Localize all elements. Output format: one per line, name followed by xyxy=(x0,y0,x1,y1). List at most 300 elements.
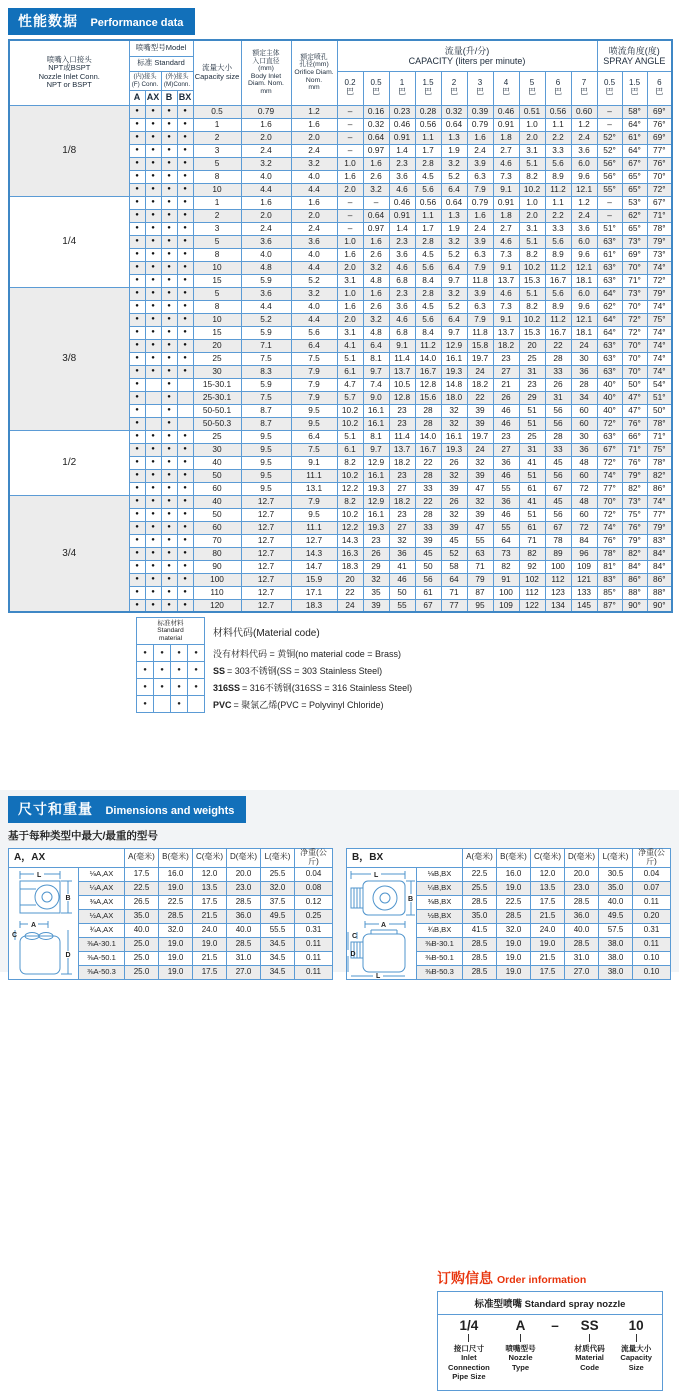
capacity-size-cell: 5 xyxy=(193,235,241,248)
dot-cell: ● xyxy=(129,443,145,456)
dim-value-cell: 21.5 xyxy=(193,909,227,923)
dot-cell: ● xyxy=(129,430,145,443)
body-inlet-cell: 8.7 xyxy=(241,417,291,430)
capacity-size-cell: 60 xyxy=(193,521,241,534)
performance-title-zh: 性能数据 xyxy=(18,13,78,29)
dim-value-cell: 0.25 xyxy=(295,909,333,923)
dot-cell: ● xyxy=(188,679,205,696)
dim-table-b-bx xyxy=(346,848,671,980)
svg-text:D: D xyxy=(65,952,71,960)
body-inlet-cell: 12.7 xyxy=(241,573,291,586)
angle-cell: 82° xyxy=(622,547,647,560)
dot-cell: ● xyxy=(177,469,193,482)
dot-cell xyxy=(145,391,161,404)
order-part-tick xyxy=(520,1334,521,1342)
dim-value-cell: 0.11 xyxy=(295,951,333,965)
dim-value-cell: 0.07 xyxy=(633,881,671,895)
flow-cell: 56 xyxy=(545,404,571,417)
flow-cell: 0.32 xyxy=(363,118,389,131)
flow-cell: 6.4 xyxy=(441,313,467,326)
flow-cell: 0.51 xyxy=(519,105,545,118)
dim-col-header: D(毫米) xyxy=(565,849,599,868)
orifice-cell: 7.9 xyxy=(291,495,337,508)
flow-cell: 1.1 xyxy=(415,131,441,144)
flow-cell: 5.2 xyxy=(441,248,467,261)
flow-cell: 8.9 xyxy=(545,170,571,183)
order-title-zh: 订购信息 xyxy=(437,1270,493,1286)
flow-cell: 16.7 xyxy=(545,326,571,339)
dot-cell: ● xyxy=(161,287,177,300)
body-inlet-cell: 5.9 xyxy=(241,326,291,339)
dot-cell: ● xyxy=(129,365,145,378)
dim-col-header: L(毫米) xyxy=(599,849,633,868)
flow-cell: 58 xyxy=(441,560,467,573)
flow-cell: 5.6 xyxy=(415,313,441,326)
angle-cell: 71° xyxy=(622,443,647,456)
flow-cell: 77 xyxy=(441,599,467,612)
dim-value-cell: 17.5 xyxy=(193,965,227,979)
flow-cell: 2.0 xyxy=(519,131,545,144)
dot-cell: ● xyxy=(137,645,154,662)
dot-cell: ● xyxy=(154,662,171,679)
angle-cell: 72° xyxy=(647,183,672,196)
flow-cell: 1.4 xyxy=(389,222,415,235)
flow-cell: 3.9 xyxy=(467,235,493,248)
flow-cell: 145 xyxy=(571,599,597,612)
flow-cell: 1.1 xyxy=(545,118,571,131)
flow-cell: 23 xyxy=(389,417,415,430)
dim-value-cell: 21.5 xyxy=(193,951,227,965)
dot-cell: ● xyxy=(145,248,161,261)
orifice-cell: 1.6 xyxy=(291,118,337,131)
dim-value-cell: 0.04 xyxy=(295,867,333,881)
flow-cell: 45 xyxy=(415,547,441,560)
flow-cell: 29 xyxy=(519,391,545,404)
dot-cell: ● xyxy=(161,248,177,261)
dim-model-cell: ⅜A-50.1 xyxy=(79,951,125,965)
flow-cell: 96 xyxy=(571,547,597,560)
dim-value-cell: 13.5 xyxy=(193,881,227,895)
flow-cell: 1.6 xyxy=(337,300,363,313)
angle-cell: 90° xyxy=(647,599,672,612)
dim-value-cell: 20.0 xyxy=(565,867,599,881)
flow-cell: 34 xyxy=(571,391,597,404)
dot-cell: ● xyxy=(161,170,177,183)
flow-cell: 0.64 xyxy=(363,131,389,144)
flow-cell: 22 xyxy=(545,339,571,352)
flow-cell: 7.9 xyxy=(467,261,493,274)
flow-cell: 45 xyxy=(441,534,467,547)
orifice-cell: 9.5 xyxy=(291,404,337,417)
dot-cell: ● xyxy=(161,131,177,144)
dot-cell: ● xyxy=(177,456,193,469)
flow-cell: 28 xyxy=(415,469,441,482)
order-part xyxy=(574,1318,604,1382)
angle-cell: 79° xyxy=(647,235,672,248)
dot-cell: ● xyxy=(145,495,161,508)
body-inlet-cell: 5.9 xyxy=(241,274,291,287)
dim-value-cell: 19.0 xyxy=(159,951,193,965)
performance-table xyxy=(8,39,673,613)
body-inlet-cell: 12.7 xyxy=(241,495,291,508)
dim-value-cell: 0.10 xyxy=(633,965,671,979)
flow-cell: 33 xyxy=(545,443,571,456)
dot-cell: ● xyxy=(129,404,145,417)
orifice-cell: 4.4 xyxy=(291,183,337,196)
body-inlet-cell: 2.0 xyxy=(241,131,291,144)
dim-value-cell: 25.0 xyxy=(125,965,159,979)
orifice-cell: 7.9 xyxy=(291,391,337,404)
flow-cell: 67 xyxy=(545,482,571,495)
flow-cell: 11.2 xyxy=(545,183,571,196)
angle-cell: 90° xyxy=(622,599,647,612)
flow-cell: – xyxy=(337,222,363,235)
angle-cell: 75° xyxy=(622,508,647,521)
svg-text:C: C xyxy=(11,932,17,940)
flow-cell: 9.7 xyxy=(363,365,389,378)
flow-cell: 19.3 xyxy=(363,482,389,495)
flow-cell: 11.2 xyxy=(415,339,441,352)
order-part xyxy=(448,1318,490,1382)
flow-cell: 60 xyxy=(571,404,597,417)
a-ax-diagram xyxy=(12,868,76,978)
dim-model-cell: ⅜A-50.3 xyxy=(79,965,125,979)
dot-cell: ● xyxy=(145,443,161,456)
dot-cell: ● xyxy=(177,495,193,508)
dim-model-cell: ⅛A,AX xyxy=(79,867,125,881)
header-standard: 标准 Standard xyxy=(129,56,193,71)
angle-cell: 74° xyxy=(647,339,672,352)
flow-cell: 15.8 xyxy=(467,339,493,352)
dot-cell: ● xyxy=(161,222,177,235)
angle-cell: 63° xyxy=(597,261,622,274)
flow-cell: 4.5 xyxy=(415,248,441,261)
dot-cell: ● xyxy=(161,378,177,391)
flow-cell: 56 xyxy=(545,469,571,482)
dot-cell: ● xyxy=(177,144,193,157)
dot-cell: ● xyxy=(145,196,161,209)
body-inlet-cell: 4.4 xyxy=(241,300,291,313)
angle-cell: – xyxy=(597,196,622,209)
flow-cell: 24 xyxy=(571,339,597,352)
dimensions-note: 基于每种类型中最大/最重的型号 xyxy=(8,830,158,842)
orifice-cell: 11.1 xyxy=(291,469,337,482)
header-capacity-size: 流量大小 Capacity size xyxy=(193,40,241,105)
dot-cell: ● xyxy=(161,430,177,443)
dim-model-cell: ¼A,AX xyxy=(79,881,125,895)
flow-cell: 30 xyxy=(571,430,597,443)
flow-cell: 3.2 xyxy=(441,157,467,170)
material-text-line: 没有材料代码 = 黄铜(no material code = Brass) xyxy=(213,649,402,659)
material-text-line: 316SS = 316不锈钢(316SS = 316 Stainless Steel) xyxy=(213,682,413,693)
flow-cell: 25 xyxy=(519,430,545,443)
flow-cell: 11.2 xyxy=(545,261,571,274)
material-lines xyxy=(213,617,412,713)
flow-cell: 6.1 xyxy=(337,365,363,378)
body-inlet-cell: 3.6 xyxy=(241,235,291,248)
header-angle-pressure: 1.5 巴 xyxy=(622,71,647,105)
flow-cell: 41 xyxy=(389,560,415,573)
flow-cell: 23 xyxy=(389,508,415,521)
flow-cell: 1.6 xyxy=(363,157,389,170)
angle-cell: 82° xyxy=(622,482,647,495)
angle-cell: 74° xyxy=(647,326,672,339)
angle-cell: 74° xyxy=(647,300,672,313)
flow-cell: 46 xyxy=(493,404,519,417)
flow-cell: 4.8 xyxy=(363,274,389,287)
order-part-label: 流量大小 Capacity Size xyxy=(620,1344,652,1372)
body-inlet-cell: 7.5 xyxy=(241,352,291,365)
angle-cell: 76° xyxy=(622,456,647,469)
flow-cell: 10.2 xyxy=(337,469,363,482)
dim-value-cell: 21.5 xyxy=(531,909,565,923)
dim-value-cell: 22.5 xyxy=(463,867,497,881)
flow-cell: 27 xyxy=(389,521,415,534)
capacity-size-cell: 2 xyxy=(193,131,241,144)
flow-cell: 133 xyxy=(571,586,597,599)
material-dot-row xyxy=(137,662,205,679)
angle-cell: 70° xyxy=(622,339,647,352)
capacity-size-cell: 90 xyxy=(193,560,241,573)
flow-cell: 89 xyxy=(545,547,571,560)
dimensions-section xyxy=(0,790,679,981)
angle-cell: 76° xyxy=(647,157,672,170)
body-inlet-cell: 12.7 xyxy=(241,560,291,573)
flow-cell: 0.97 xyxy=(363,222,389,235)
header-male-conn: (外)接头 (M)Conn. xyxy=(161,71,193,90)
angle-cell: 78° xyxy=(647,417,672,430)
order-information xyxy=(437,1268,663,1391)
dim-value-cell: 0.11 xyxy=(633,937,671,951)
size-cell: 3/4 xyxy=(9,495,129,612)
capacity-size-cell: 50 xyxy=(193,508,241,521)
dot-cell: ● xyxy=(161,365,177,378)
body-inlet-cell: 9.5 xyxy=(241,430,291,443)
dot-cell: ● xyxy=(161,118,177,131)
angle-cell: 77° xyxy=(647,508,672,521)
svg-text:L: L xyxy=(36,872,41,880)
dim-value-cell: 37.5 xyxy=(261,895,295,909)
dimensions-title-bar xyxy=(8,796,246,823)
flow-cell: 18.2 xyxy=(467,378,493,391)
order-part xyxy=(505,1318,535,1382)
body-inlet-cell: 2.4 xyxy=(241,222,291,235)
dot-cell: ● xyxy=(161,521,177,534)
capacity-size-cell: 1 xyxy=(193,118,241,131)
flow-cell: 32 xyxy=(441,404,467,417)
dot-cell: ● xyxy=(161,183,177,196)
order-part-code: 10 xyxy=(628,1318,644,1333)
flow-cell: 1.4 xyxy=(389,144,415,157)
capacity-size-cell: 50-50.1 xyxy=(193,404,241,417)
flow-cell: 100 xyxy=(493,586,519,599)
angle-cell: 81° xyxy=(597,560,622,573)
flow-cell: 5.6 xyxy=(545,235,571,248)
flow-cell: 18.3 xyxy=(337,560,363,573)
angle-cell: 63° xyxy=(597,274,622,287)
dot-cell: ● xyxy=(129,573,145,586)
flow-cell: 26 xyxy=(363,547,389,560)
flow-cell: 2.6 xyxy=(363,300,389,313)
angle-cell: 78° xyxy=(647,222,672,235)
order-part-label: 接口尺寸 Inlet Connection Pipe Size xyxy=(448,1344,490,1382)
flow-cell: 67 xyxy=(545,521,571,534)
flow-cell: 2.2 xyxy=(545,209,571,222)
flow-cell: 5.1 xyxy=(519,287,545,300)
flow-cell: 0.32 xyxy=(441,105,467,118)
flow-cell: 16.7 xyxy=(415,365,441,378)
flow-cell: – xyxy=(337,105,363,118)
flow-cell: 0.64 xyxy=(441,118,467,131)
flow-cell: 39 xyxy=(467,469,493,482)
orifice-cell: 1.2 xyxy=(291,105,337,118)
flow-cell: 33 xyxy=(415,482,441,495)
flow-cell: 48 xyxy=(571,456,597,469)
order-part-label: 材质代码 Material Code xyxy=(574,1344,605,1372)
flow-cell: 3.2 xyxy=(441,235,467,248)
dot-cell: ● xyxy=(177,521,193,534)
orifice-cell: 4.4 xyxy=(291,261,337,274)
angle-cell: 71° xyxy=(647,209,672,222)
dim-value-cell: 36.0 xyxy=(565,909,599,923)
flow-cell: 19.3 xyxy=(441,443,467,456)
body-inlet-cell: 8.7 xyxy=(241,404,291,417)
dot-cell: ● xyxy=(129,599,145,612)
capacity-size-cell: 3 xyxy=(193,144,241,157)
flow-cell: 18.2 xyxy=(493,339,519,352)
dim-value-cell: 0.04 xyxy=(633,867,671,881)
dim-value-cell: 19.0 xyxy=(531,937,565,951)
body-inlet-cell: 1.6 xyxy=(241,196,291,209)
flow-cell: 9.1 xyxy=(493,313,519,326)
flow-cell: 112 xyxy=(545,573,571,586)
flow-cell: 24 xyxy=(467,365,493,378)
capacity-size-cell: 50 xyxy=(193,469,241,482)
flow-cell: 0.79 xyxy=(467,196,493,209)
flow-cell: 23 xyxy=(389,469,415,482)
flow-cell: 1.6 xyxy=(337,170,363,183)
dot-cell: ● xyxy=(129,391,145,404)
angle-cell: 88° xyxy=(647,586,672,599)
flow-cell: 51 xyxy=(519,469,545,482)
flow-cell: 36 xyxy=(571,365,597,378)
flow-cell: 2.6 xyxy=(363,170,389,183)
header-pressure: 3 巴 xyxy=(467,71,493,105)
flow-cell: 3.1 xyxy=(519,222,545,235)
dim-value-cell: 0.08 xyxy=(295,881,333,895)
flow-cell: 55 xyxy=(389,599,415,612)
flow-cell: 13.7 xyxy=(493,326,519,339)
dot-cell: ● xyxy=(161,547,177,560)
dot-cell: ● xyxy=(145,508,161,521)
perf-row xyxy=(9,495,672,508)
dot-cell: ● xyxy=(161,599,177,612)
angle-cell: 79° xyxy=(622,469,647,482)
flow-cell: 23 xyxy=(519,378,545,391)
dot-cell: ● xyxy=(177,196,193,209)
flow-cell: 7.3 xyxy=(493,248,519,261)
dim-table-title: A，AX xyxy=(9,849,125,868)
angle-cell: 70° xyxy=(622,261,647,274)
flow-cell: 0.91 xyxy=(493,196,519,209)
flow-cell: 32 xyxy=(467,495,493,508)
dim-value-cell: 31.0 xyxy=(227,951,261,965)
dot-cell: ● xyxy=(161,443,177,456)
dot-cell: ● xyxy=(145,183,161,196)
dot-cell: ● xyxy=(177,365,193,378)
dim-model-cell: ⅜B-50.1 xyxy=(417,951,463,965)
dim-model-cell: ⅜B,BX xyxy=(417,895,463,909)
flow-cell: 6.0 xyxy=(571,235,597,248)
dim-value-cell: 20.0 xyxy=(227,867,261,881)
body-inlet-cell: 8.3 xyxy=(241,365,291,378)
header-model: 喷嘴型号Model xyxy=(129,40,193,56)
dim-value-cell: 0.12 xyxy=(295,895,333,909)
flow-cell: 109 xyxy=(493,599,519,612)
flow-cell: 95 xyxy=(467,599,493,612)
angle-cell: 70° xyxy=(622,352,647,365)
material-head: 标准材料 Standard material xyxy=(137,618,205,645)
dot-cell: ● xyxy=(137,679,154,696)
angle-cell: 63° xyxy=(597,430,622,443)
dot-cell: ● xyxy=(177,118,193,131)
dim-table-a-ax xyxy=(8,848,333,980)
flow-cell: 5.1 xyxy=(519,235,545,248)
flow-cell: 16.3 xyxy=(337,547,363,560)
body-inlet-cell: 7.1 xyxy=(241,339,291,352)
dot-cell: ● xyxy=(177,222,193,235)
dot-cell: ● xyxy=(161,300,177,313)
body-inlet-cell: 9.5 xyxy=(241,443,291,456)
angle-cell: 73° xyxy=(622,235,647,248)
flow-cell: 2.8 xyxy=(415,235,441,248)
flow-cell: 0.46 xyxy=(389,196,415,209)
flow-cell: 55 xyxy=(493,482,519,495)
dim-col-header: 净重(公斤) xyxy=(633,849,671,868)
svg-text:B: B xyxy=(65,895,71,903)
dot-cell: ● xyxy=(145,118,161,131)
dot-cell: ● xyxy=(188,645,205,662)
flow-cell: 71 xyxy=(467,560,493,573)
dim-value-cell: 28.5 xyxy=(565,895,599,909)
flow-cell: 9.6 xyxy=(571,170,597,183)
flow-cell: 61 xyxy=(415,586,441,599)
order-part-dash: – xyxy=(551,1318,559,1333)
flow-cell: 29 xyxy=(363,560,389,573)
flow-cell: 8.4 xyxy=(415,274,441,287)
dot-cell: ● xyxy=(161,508,177,521)
dim-value-cell: 40.0 xyxy=(125,923,159,937)
dot-cell xyxy=(177,391,193,404)
angle-cell: 73° xyxy=(647,248,672,261)
body-inlet-cell: 12.7 xyxy=(241,521,291,534)
dot-cell: ● xyxy=(145,209,161,222)
header-body-inlet: 额定主体 入口直径 (mm) Body Inlet Diam. Nom. mm xyxy=(241,40,291,105)
dim-value-cell: 21.5 xyxy=(531,951,565,965)
flow-cell: 26 xyxy=(441,456,467,469)
flow-cell: 4.5 xyxy=(415,300,441,313)
flow-cell: 4.5 xyxy=(415,170,441,183)
angle-cell: 64° xyxy=(597,287,622,300)
flow-cell: 0.46 xyxy=(389,118,415,131)
flow-cell: 5.6 xyxy=(545,157,571,170)
dot-cell: ● xyxy=(129,131,145,144)
dot-cell: ● xyxy=(161,534,177,547)
flow-cell: 3.6 xyxy=(571,144,597,157)
dim-value-cell: 23.0 xyxy=(227,881,261,895)
flow-cell: 8.1 xyxy=(363,352,389,365)
flow-cell: 24 xyxy=(467,443,493,456)
